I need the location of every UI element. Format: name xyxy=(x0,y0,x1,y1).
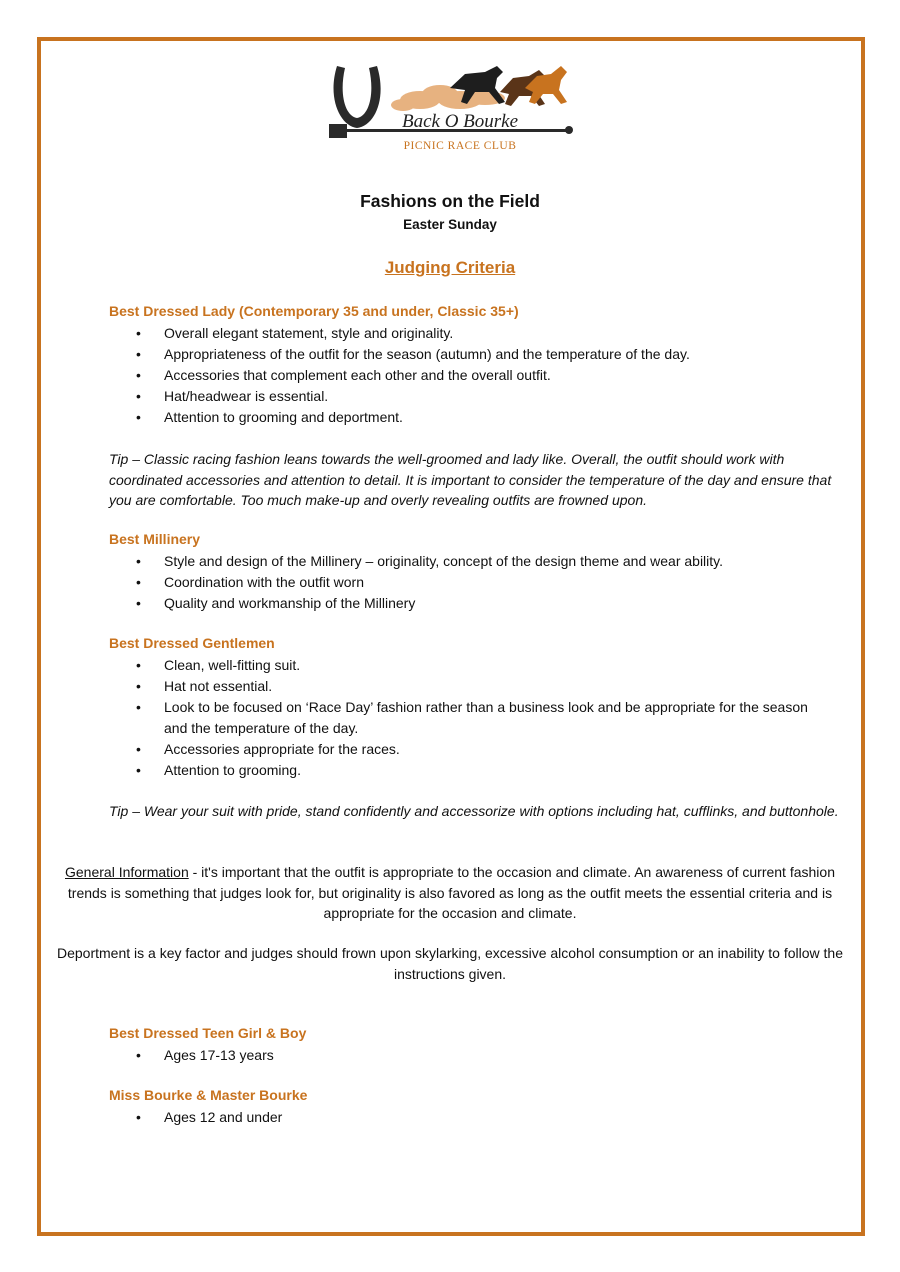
logo-club: PICNIC RACE CLUB xyxy=(403,140,517,152)
logo-name: Back O Bourke xyxy=(401,111,519,132)
horseshoe-icon xyxy=(334,66,381,128)
teen-criteria-list xyxy=(109,1045,829,1066)
list-item: • Attention to grooming. xyxy=(109,760,829,781)
section-heading-millinery: Best Millinery xyxy=(109,531,201,547)
list-item: • Hat not essential. xyxy=(109,676,829,697)
page-title: Fashions on the Field xyxy=(360,191,540,211)
club-logo xyxy=(325,58,575,158)
gentlemen-tip: Tip – Wear your suit with pride, stand confidently and accessorize with options including hat, cufflinks, and buttonhole. xyxy=(109,803,839,819)
list-item: • Accessories that complement each other and the overall outfit. xyxy=(109,365,829,386)
horses-icon xyxy=(450,66,567,106)
list-item: • Accessories appropriate for the races. xyxy=(109,739,829,760)
list-item: • Attention to grooming and deportment. xyxy=(109,407,829,428)
list-item: • Style and design of the Millinery – originality, concept of the design theme and wear ability. xyxy=(109,551,829,572)
miss-criteria-list xyxy=(109,1107,829,1128)
criteria-heading: Judging Criteria xyxy=(384,258,516,277)
section-heading-lady: Best Dressed Lady (Contemporary 35 and under, Classic 35+) xyxy=(109,303,519,319)
list-item: • Hat/headwear is essential. xyxy=(109,386,829,407)
general-information-text: - it's important that the outfit is appropriate to the occasion and climate. An awareness of current fashion trends is something that judges look for, but originality is also favored as long as the outfit meets the essential criteria and is appropriate for the occasion and climate. xyxy=(67,864,835,921)
list-item: • Coordination with the outfit worn xyxy=(109,572,829,593)
list-item: • Ages 12 and under xyxy=(109,1107,829,1128)
page-subtitle: Easter Sunday xyxy=(403,217,497,232)
list-item: • Overall elegant statement, style and originality. xyxy=(109,323,829,344)
section-heading-gentlemen: Best Dressed Gentlemen xyxy=(109,635,275,651)
general-information xyxy=(52,862,848,924)
section-heading-miss: Miss Bourke & Master Bourke xyxy=(109,1087,308,1103)
lady-criteria-list xyxy=(109,323,829,428)
list-item: • Look to be focused on ‘Race Day’ fashion rather than a business look and be appropriate for the season and the temperature of the day. xyxy=(109,697,829,739)
list-item: • Appropriateness of the outfit for the season (autumn) and the temperature of the day. xyxy=(109,344,829,365)
section-heading-teen: Best Dressed Teen Girl & Boy xyxy=(109,1025,307,1041)
list-item: • Quality and workmanship of the Millinery xyxy=(109,593,829,614)
general-information-label: General Information xyxy=(65,864,189,880)
gentlemen-criteria-list xyxy=(109,655,829,781)
lady-tip: Tip – Classic racing fashion leans towards the well-groomed and lady like. Overall, the outfit should work with coordinated accessories and attention to detail. It is important to consider the temperature of the day and ensure that you are comfortable. Too much make-up and overly revealing outfits are frowned upon. xyxy=(109,451,832,508)
list-item: • Clean, well-fitting suit. xyxy=(109,655,829,676)
millinery-criteria-list xyxy=(109,551,829,614)
list-item: • Ages 17-13 years xyxy=(109,1045,829,1066)
deportment-note: Deportment is a key factor and judges should frown upon skylarking, excessive alcohol consumption or an inability to follow the instructions given. xyxy=(57,945,843,982)
